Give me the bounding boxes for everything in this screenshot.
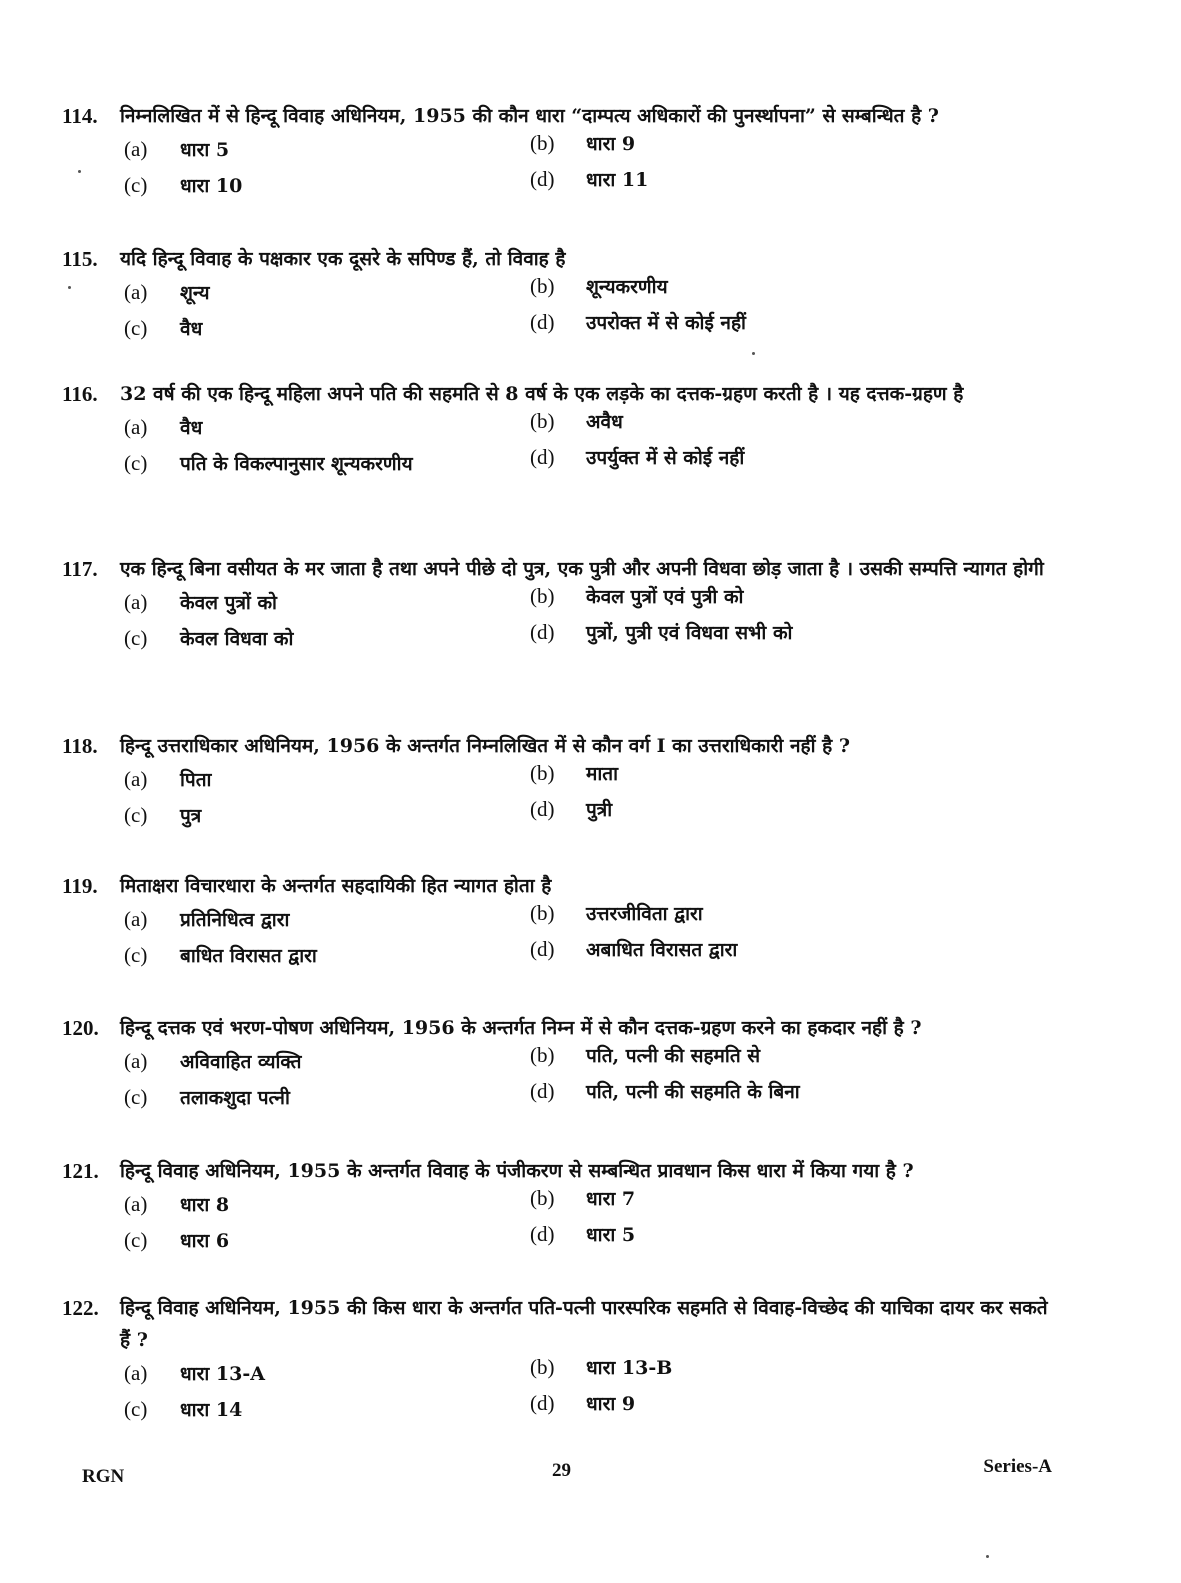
option-text: पुत्रों, पुत्री एवं विधवा सभी को <box>586 622 793 644</box>
question-number: 120. <box>62 1016 99 1040</box>
option-text: अवैध <box>586 411 623 433</box>
option-letter: (b) <box>530 1355 555 1379</box>
question-text: हिन्दू विवाह अधिनियम, 1955 के अन्तर्गत विवाह के पंजीकरण से सम्बन्धित प्रावधान किस धारा में किया गया है ? <box>120 1160 914 1182</box>
question-120 <box>62 1012 1062 1124</box>
options <box>62 584 1062 665</box>
option-text: केवल पुत्रों एवं पुत्री को <box>586 586 744 608</box>
option-c <box>124 625 293 651</box>
option-text: वैध <box>180 318 203 340</box>
question-119 <box>62 870 1062 982</box>
scan-speck <box>78 170 81 173</box>
question-number: 114. <box>62 104 98 128</box>
option-b <box>530 130 635 156</box>
option-text: पुत्र <box>180 805 202 827</box>
question-text: यदि हिन्दू विवाह के पक्षकार एक दूसरे के सपिण्ड हैं, तो विवाह है <box>120 248 566 270</box>
option-letter: (a) <box>124 137 148 161</box>
question-116 <box>62 378 1062 490</box>
question-number: 117. <box>62 557 98 581</box>
option-letter: (c) <box>124 1228 148 1252</box>
option-letter: (d) <box>530 937 555 961</box>
option-text: शून्यकरणीय <box>586 276 668 298</box>
option-b <box>530 1185 635 1211</box>
option-c <box>124 802 201 828</box>
option-text: पिता <box>180 769 212 791</box>
option-text: तलाकशुदा पत्नी <box>180 1087 290 1109</box>
option-a <box>124 906 289 932</box>
options <box>62 761 1062 842</box>
option-letter: (a) <box>124 280 148 304</box>
question-number: 122. <box>62 1296 99 1320</box>
options <box>62 274 1062 355</box>
option-d <box>530 936 737 962</box>
option-letter: (b) <box>530 274 555 298</box>
scan-speck <box>68 286 71 289</box>
question-118 <box>62 730 1062 842</box>
option-b <box>530 760 618 786</box>
option-text: बाधित विरासत द्वारा <box>180 945 317 967</box>
option-text: पति के विकल्पानुसार शून्यकरणीय <box>180 453 413 475</box>
option-text: धारा 9 <box>586 1393 636 1415</box>
scan-speck <box>986 1555 989 1558</box>
option-b <box>530 1042 760 1068</box>
option-letter: (d) <box>530 620 555 644</box>
option-letter: (d) <box>530 1391 555 1415</box>
option-letter: (c) <box>124 173 148 197</box>
option-a <box>124 589 277 615</box>
option-letter: (d) <box>530 445 555 469</box>
option-a <box>124 279 210 305</box>
option-text: शून्य <box>180 282 210 304</box>
option-b <box>530 900 703 926</box>
question-text: मिताक्षरा विचारधारा के अन्तर्गत सहदायिकी हित न्यागत होता है <box>120 875 552 897</box>
question-text: निम्नलिखित में से हिन्दू विवाह अधिनियम, 1955 की कौन धारा “दाम्पत्य अधिकारों की पुनर्स्थापना” से सम्बन्धित है ? <box>120 105 939 127</box>
question-122 <box>62 1292 1062 1436</box>
option-a <box>124 136 229 162</box>
question-text: एक हिन्दू बिना वसीयत के मर जाता है तथा अपने पीछे दो पुत्र, एक पुत्री और अपनी विधवा छोड़ जाता है । उसकी सम्पत्ति न्यागत होगी <box>120 558 1044 580</box>
option-letter: (c) <box>124 803 148 827</box>
option-text: उपर्युक्त में से कोई नहीं <box>586 447 745 469</box>
options <box>62 131 1062 212</box>
option-text: वैध <box>180 417 203 439</box>
option-b <box>530 408 623 434</box>
option-d <box>530 166 648 192</box>
option-a <box>124 1048 301 1074</box>
option-letter: (b) <box>530 1186 555 1210</box>
option-c <box>124 315 202 341</box>
question-117 <box>62 553 1062 665</box>
option-text: धारा 14 <box>180 1399 243 1421</box>
option-c <box>124 1396 242 1422</box>
option-c <box>124 172 242 198</box>
option-letter: (a) <box>124 767 148 791</box>
options <box>62 1186 1062 1267</box>
option-letter: (c) <box>124 316 148 340</box>
option-letter: (b) <box>530 1043 555 1067</box>
option-letter: (c) <box>124 943 148 967</box>
option-letter: (c) <box>124 451 148 475</box>
options <box>62 1355 1062 1436</box>
option-d <box>530 1221 635 1247</box>
option-text: धारा 11 <box>586 169 649 191</box>
option-letter: (c) <box>124 1085 148 1109</box>
option-letter: (c) <box>124 1397 148 1421</box>
booklet-code: RGN <box>82 1466 125 1487</box>
option-text: केवल विधवा को <box>180 628 294 650</box>
option-c <box>124 942 317 968</box>
options <box>62 901 1062 982</box>
question-number: 119. <box>62 874 98 898</box>
option-letter: (d) <box>530 1222 555 1246</box>
option-letter: (b) <box>530 131 555 155</box>
option-text: उत्तरजीविता द्वारा <box>586 903 703 925</box>
option-text: धारा 6 <box>180 1230 230 1252</box>
option-text: धारा 5 <box>180 139 230 161</box>
option-b <box>530 273 668 299</box>
option-text: धारा 10 <box>180 175 243 197</box>
option-text: धारा 5 <box>586 1224 636 1246</box>
option-letter: (d) <box>530 797 555 821</box>
option-d <box>530 1390 635 1416</box>
option-letter: (d) <box>530 167 555 191</box>
option-d <box>530 619 792 645</box>
option-c <box>124 1227 229 1253</box>
series-label: Series-A <box>983 1456 1052 1477</box>
question-number: 115. <box>62 247 98 271</box>
option-b <box>530 1354 672 1380</box>
option-letter: (b) <box>530 761 555 785</box>
option-letter: (b) <box>530 409 555 433</box>
option-d <box>530 1078 800 1104</box>
option-text: अबाधित विरासत द्वारा <box>586 939 738 961</box>
option-text: धारा 8 <box>180 1194 230 1216</box>
page-number: 29 <box>552 1460 571 1481</box>
option-letter: (b) <box>530 901 555 925</box>
options <box>62 1043 1062 1124</box>
option-letter: (a) <box>124 1192 148 1216</box>
question-number: 116. <box>62 382 98 406</box>
scan-speck <box>752 352 755 355</box>
option-a <box>124 414 202 440</box>
option-b <box>530 583 743 609</box>
options <box>62 409 1062 490</box>
option-text: पति, पत्नी की सहमति से <box>586 1045 761 1067</box>
option-d <box>530 444 744 470</box>
question-121 <box>62 1155 1062 1267</box>
option-text: अविवाहित व्यक्ति <box>180 1051 302 1073</box>
option-letter: (b) <box>530 584 555 608</box>
question-115 <box>62 243 1062 355</box>
question-text: हिन्दू दत्तक एवं भरण-पोषण अधिनियम, 1956 के अन्तर्गत निम्न में से कौन दत्तक-ग्रहण करने का हकदार नहीं है ? <box>120 1017 922 1039</box>
question-text: हिन्दू विवाह अधिनियम, 1955 की किस धारा के अन्तर्गत पति-पत्नी पारस्परिक सहमति से विवाह-विच्छेद की याचिका दायर कर सकते हैं ? <box>120 1297 1048 1351</box>
option-letter: (a) <box>124 590 148 614</box>
option-text: प्रतिनिधित्व द्वारा <box>180 909 290 931</box>
option-a <box>124 1191 229 1217</box>
option-letter: (c) <box>124 626 148 650</box>
option-text: पुत्री <box>586 799 613 821</box>
option-a <box>124 1360 265 1386</box>
option-text: धारा 7 <box>586 1188 636 1210</box>
option-letter: (a) <box>124 1361 148 1385</box>
option-letter: (d) <box>530 310 555 334</box>
option-text: धारा 13-A <box>180 1363 265 1385</box>
option-text: धारा 13-B <box>586 1357 673 1379</box>
option-text: पति, पत्नी की सहमति के बिना <box>586 1081 800 1103</box>
option-letter: (a) <box>124 415 148 439</box>
question-number: 121. <box>62 1159 99 1183</box>
option-letter: (d) <box>530 1079 555 1103</box>
question-114 <box>62 100 1062 212</box>
question-text: हिन्दू उत्तराधिकार अधिनियम, 1956 के अन्तर्गत निम्नलिखित में से कौन वर्ग I का उत्तराधिकारी नहीं है ? <box>120 735 850 757</box>
option-a <box>124 766 211 792</box>
page-footer <box>82 1456 1052 1490</box>
question-text: 32 वर्ष की एक हिन्दू महिला अपने पति की सहमति से 8 वर्ष के एक लड़के का दत्तक-ग्रहण करती है । यह दत्तक-ग्रहण है <box>120 383 964 405</box>
option-c <box>124 1084 290 1110</box>
option-letter: (a) <box>124 1049 148 1073</box>
option-text: धारा 9 <box>586 133 636 155</box>
option-c <box>124 450 413 476</box>
question-number: 118. <box>62 734 98 758</box>
option-text: केवल पुत्रों को <box>180 592 277 614</box>
option-text: माता <box>586 763 619 785</box>
option-d <box>530 796 612 822</box>
option-text: उपरोक्त में से कोई नहीं <box>586 312 746 334</box>
option-letter: (a) <box>124 907 148 931</box>
option-d <box>530 309 746 335</box>
